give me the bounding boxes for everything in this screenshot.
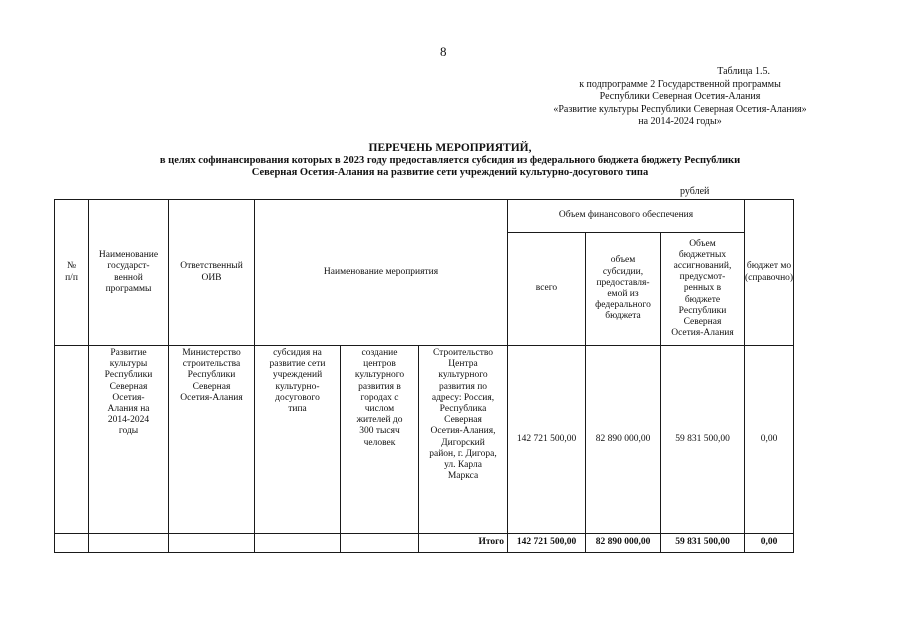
totals-regional-value: 59 831 500,00: [675, 537, 730, 548]
row-mo: [745, 346, 793, 533]
row-mo-value: 0,00: [760, 433, 778, 444]
attachment-line-3: «Развитие культуры Республики Северная Осетия-Алания»: [553, 103, 807, 115]
header-federal: [586, 233, 660, 345]
row-event-creation-text: создание центров культурного развития в городах с числом жителей до 300 тысяч человек: [354, 348, 405, 448]
document-title: [100, 142, 800, 179]
header-total-text: всего: [535, 283, 558, 294]
row-program-text: Развитие культуры Республики Северная Осетия- Алания на 2014-2024 годы: [104, 348, 153, 437]
header-federal-text: объем субсидии, предоставля- емой из федерального бюджета: [595, 255, 651, 322]
title-line-3: Северная Осетия-Алания на развитие сети учреждений культурно-досугового типа: [251, 167, 649, 178]
header-total: [508, 233, 585, 345]
row-regional: [661, 346, 744, 533]
header-finance: [508, 200, 744, 232]
header-mo-text: бюджет мо (справочно): [744, 261, 794, 283]
row-event-subsidy-text: субсидия на развитие сети учреждений культурно- досугового типа: [269, 348, 326, 415]
header-regional: [661, 233, 744, 345]
row-federal: [586, 346, 660, 533]
attachment-line-1: к подпрограмме 2 Государственной программы: [579, 78, 781, 90]
page-number: 8: [440, 44, 447, 59]
attachment-line-4: на 2014-2024 годы»: [638, 116, 722, 127]
row-regional-value: 59 831 500,00: [675, 433, 730, 444]
totals-total-value: 142 721 500,00: [516, 537, 577, 548]
totals-mo-value: 0,00: [760, 537, 778, 548]
table-number: Таблица 1.5.: [717, 66, 770, 77]
header-oiv: [169, 200, 254, 345]
attachment-line-2: Республики Северная Осетия-Алания: [599, 91, 761, 102]
row-total-value: 142 721 500,00: [516, 433, 577, 444]
header-oiv-text: Ответственный ОИВ: [180, 261, 243, 283]
header-program-text: Наименование государст- венной программы: [98, 250, 159, 294]
grid-line: [793, 199, 794, 553]
header-program: [89, 200, 168, 345]
totals-label: [419, 534, 504, 552]
title-line-1: ПЕРЕЧЕНЬ МЕРОПРИЯТИЙ,: [368, 142, 532, 154]
grid-line: [54, 552, 794, 553]
row-total: [508, 346, 585, 533]
row-event-construction: [419, 348, 507, 532]
totals-mo: [745, 534, 793, 552]
header-event: [255, 200, 507, 345]
row-program: [89, 348, 168, 532]
row-federal-value: 82 890 000,00: [595, 433, 651, 444]
header-number-text: № п/п: [65, 261, 78, 283]
totals-regional: [661, 534, 744, 552]
row-event-creation: [341, 348, 418, 532]
header-number: [55, 200, 88, 345]
header-mo: [745, 200, 793, 345]
header-regional-text: Объем бюджетных ассигнований, предусмот- ренных в бюджете Республики Северная Осетия-Алания: [671, 238, 734, 339]
attachment-block: [530, 66, 830, 129]
title-line-2: в целях софинансирования которых в 2023 году предоставляется субсидия из федерального бюджета бюджету Республики: [159, 155, 741, 166]
totals-label-text: Итого: [478, 537, 504, 548]
row-event-subsidy: [255, 348, 340, 532]
totals-federal: [586, 534, 660, 552]
row-oiv-text: Министерство строительства Республики Северная Осетия-Алания: [180, 348, 243, 403]
totals-total: [508, 534, 585, 552]
header-event-text: Наименование мероприятия: [323, 266, 439, 277]
row-event-construction-text: Строительство Центра культурного развития по адресу: Россия, Республика Северная Осетия-Алания, Дигорский район, г. Дигора, ул. Карла Маркса: [429, 348, 497, 482]
header-finance-text: Объем финансового обеспечения: [558, 210, 694, 221]
units-label: рублей: [680, 186, 710, 197]
totals-federal-value: 82 890 000,00: [595, 537, 651, 548]
row-oiv: [169, 348, 254, 532]
